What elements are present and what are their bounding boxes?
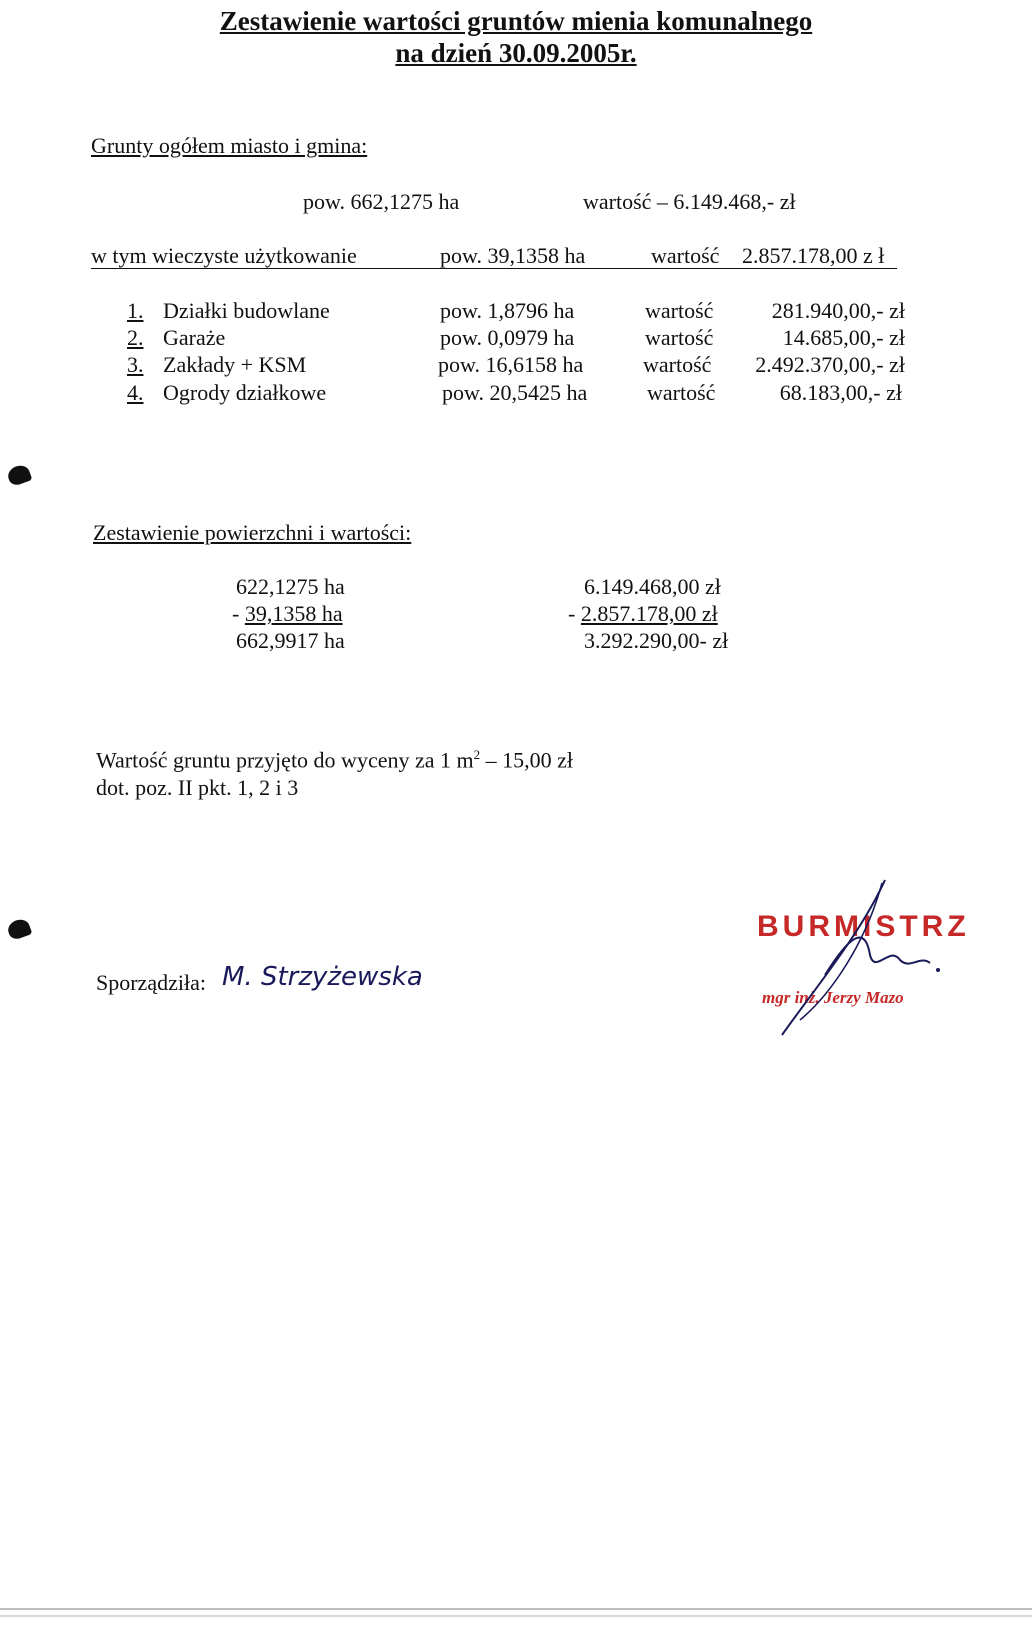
perpetual-value-label: wartość <box>651 243 720 268</box>
summary-value-minus-prefix: - <box>568 601 581 626</box>
item-value: 68.183,00,- zł <box>779 380 902 405</box>
summary-heading: Zestawienie powierzchni i wartości: <box>93 520 412 545</box>
perpetual-underline <box>91 268 897 269</box>
item-value: 2.492.370,00,- zł <box>755 352 905 377</box>
item-value-label: wartość <box>647 380 716 405</box>
item-number: 2. <box>127 325 144 350</box>
item-number: 1. <box>127 298 144 323</box>
scan-edge-line <box>0 1608 1032 1610</box>
item-name: Garaże <box>163 325 226 350</box>
summary-value-result: 3.292.290,00- zł <box>584 628 729 653</box>
item-name: Ogrody działkowe <box>163 380 327 405</box>
item-value: 281.940,00,- zł <box>771 298 905 323</box>
prepared-by-label: Sporządziła: <box>96 970 206 995</box>
punch-hole-mark <box>6 463 33 487</box>
stamp-title: BURMISTRZ <box>757 910 970 943</box>
item-name: Zakłady + KSM <box>163 352 307 377</box>
item-area: pow. 0,0979 ha <box>440 325 575 350</box>
mayor-signature-scribble <box>770 875 950 1040</box>
perpetual-label: w tym wieczyste użytkowanie <box>91 243 357 268</box>
perpetual-value: 2.857.178,00 z ł <box>742 243 885 268</box>
valuation-note-price: – 15,00 zł <box>480 747 573 773</box>
item-area: pow. 1,8796 ha <box>440 298 575 323</box>
summary-area-result: 662,9917 ha <box>236 628 345 653</box>
valuation-note <box>96 747 573 773</box>
total-value: wartość – 6.149.468,- zł <box>583 189 796 214</box>
document-title-line1: Zestawienie wartości gruntów mienia komunalnego <box>219 6 813 36</box>
stamp-name: mgr inż. Jerzy Mazo <box>762 988 904 1007</box>
summary-area-minus-value: 39,1358 ha <box>244 601 343 626</box>
total-area: pow. 662,1275 ha <box>303 189 460 214</box>
total-heading: Grunty ogółem miasto i gmina: <box>91 133 368 158</box>
summary-value-minus <box>568 601 718 627</box>
summary-area-total: 622,1275 ha <box>236 574 345 599</box>
item-number: 3. <box>127 352 144 377</box>
handwritten-signature: M. Strzyżewska <box>222 962 423 992</box>
item-value-label: wartość <box>645 298 714 323</box>
summary-area-minus: - 39,1358 ha <box>232 601 343 626</box>
document-title-line2: na dzień 30.09.2005r. <box>395 38 637 68</box>
valuation-note-sup: 2 <box>473 747 481 762</box>
item-area: pow. 16,6158 ha <box>438 352 584 377</box>
scan-edge-line <box>0 1615 1032 1617</box>
summary-value-minus-value: 2.857.178,00 zł <box>580 601 718 626</box>
item-value-label: wartość <box>643 352 712 377</box>
item-name: Działki budowlane <box>163 298 330 323</box>
item-number: 4. <box>127 380 144 405</box>
perpetual-area: pow. 39,1358 ha <box>440 243 586 268</box>
valuation-note-text: Wartość gruntu przyjęto do wyceny za 1 m <box>96 747 474 773</box>
item-area: pow. 20,5425 ha <box>442 380 588 405</box>
item-value: 14.685,00,- zł <box>782 325 905 350</box>
summary-value-total: 6.149.468,00 zł <box>584 574 721 599</box>
punch-hole-mark <box>6 917 33 941</box>
item-value-label: wartość <box>645 325 714 350</box>
valuation-note-reference: dot. poz. II pkt. 1, 2 i 3 <box>96 775 299 800</box>
